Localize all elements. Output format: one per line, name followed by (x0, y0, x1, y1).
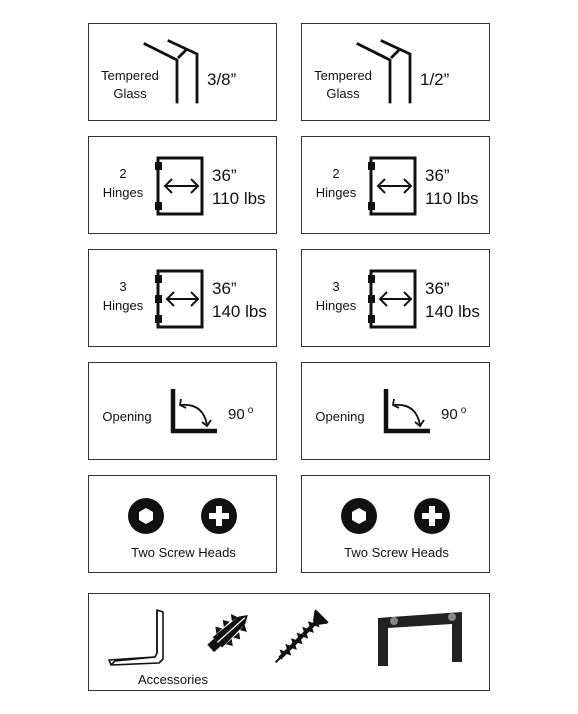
hinge-count: 3 (332, 279, 340, 294)
accessories-card (88, 593, 490, 691)
degree-symbol: o (247, 405, 254, 416)
three-hinges-card-2 (301, 249, 490, 347)
door-weight: 110 lbs (425, 189, 479, 208)
thickness-value: 1/2” (420, 70, 450, 89)
glass-edge-icon (358, 39, 418, 109)
opening-label: Opening (315, 409, 365, 424)
hinge-count: 2 (119, 166, 127, 181)
thickness-value: 3/8” (207, 70, 237, 89)
door-width: 36” (212, 279, 237, 298)
hinge-label: Hinges (315, 185, 357, 200)
hinge-label: Hinges (102, 298, 144, 313)
door-width: 36” (425, 166, 450, 185)
glass-label-line2: Glass (326, 86, 360, 101)
two-hinges-card-2 (301, 136, 490, 234)
door-weight: 140 lbs (212, 302, 267, 321)
screw-heads-label: Two Screw Heads (131, 545, 236, 560)
screw-heads-label: Two Screw Heads (344, 545, 449, 560)
phillips-icon (413, 497, 451, 535)
glass-label-line2: Glass (113, 86, 147, 101)
door-width-icon (368, 156, 420, 216)
angle-icon (171, 387, 221, 435)
door-weight: 140 lbs (425, 302, 480, 321)
angle-icon (384, 387, 434, 435)
hinge-count: 2 (332, 166, 340, 181)
glass-thickness-card-2 (301, 23, 490, 121)
glass-label-line1: Tempered (101, 68, 159, 83)
screw-icon (265, 602, 337, 672)
door-weight: 110 lbs (212, 189, 266, 208)
hex-socket-icon (340, 497, 378, 535)
accessories-label: Accessories (137, 672, 209, 687)
bracket-icon (374, 608, 470, 668)
opening-label: Opening (102, 409, 152, 424)
screw-heads-card-2 (301, 475, 490, 573)
opening-angle (441, 400, 466, 426)
angle-value: 90 (228, 406, 245, 423)
angle-value: 90 (441, 406, 458, 423)
glass-thickness-card-1 (88, 23, 277, 121)
glass-edge-icon (145, 39, 205, 109)
hinge-count: 3 (119, 279, 127, 294)
glass-label-line1: Tempered (314, 68, 372, 83)
hex-socket-icon (127, 497, 165, 535)
screw-heads-card-1 (88, 475, 277, 573)
door-width-icon (155, 156, 207, 216)
phillips-icon (200, 497, 238, 535)
wall-anchor-icon (202, 603, 258, 659)
two-hinges-card-1 (88, 136, 277, 234)
hinge-label: Hinges (102, 185, 144, 200)
opening-card-1 (88, 362, 277, 460)
degree-symbol: o (460, 405, 467, 416)
hinge-label: Hinges (315, 298, 357, 313)
door-width: 36” (425, 279, 450, 298)
opening-card-2 (301, 362, 490, 460)
door-width: 36” (212, 166, 237, 185)
three-hinges-card-1 (88, 249, 277, 347)
door-width-icon (155, 269, 207, 329)
allen-key-icon (107, 607, 173, 667)
door-width-icon (368, 269, 420, 329)
opening-angle (228, 400, 253, 426)
